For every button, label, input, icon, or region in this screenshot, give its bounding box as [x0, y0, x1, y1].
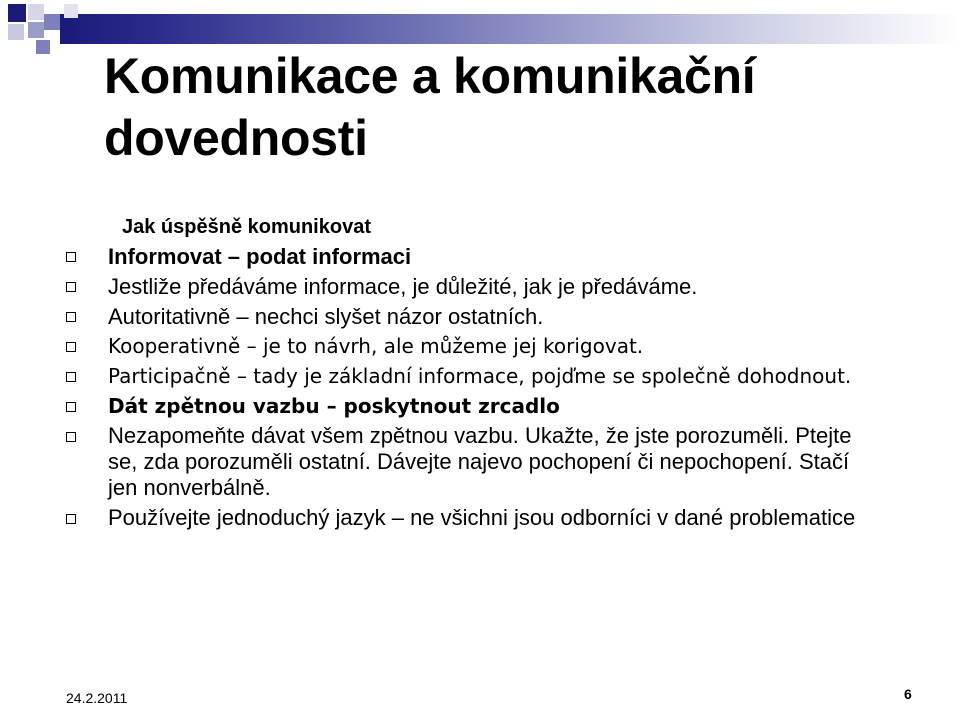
page-number: 6 — [904, 686, 912, 702]
decor-square — [64, 4, 78, 18]
list-item-text: Jestliže předáváme informace, je důležité, jak je předáváme. — [108, 274, 698, 299]
list-item-text: Kooperativně – je to návrh, ale můžeme jej korigovat. — [108, 334, 644, 358]
list-item-text: Autoritativně – nechci slyšet názor ostatních. — [108, 304, 544, 329]
list-item-text: Participačně – tady je základní informace, pojďme se společně dohodnout. — [108, 364, 852, 388]
list-item — [0, 423, 868, 501]
list-item-text: Nezapomeňte dávat všem zpětnou vazbu. Ukažte, že jste porozuměli. Ptejte se, zda porozuměli ostatní. Dávejte najevo pochopení či nepochopení. Stačí jen nonverbálně. — [108, 423, 852, 500]
list-item — [0, 363, 868, 390]
decor-square — [44, 14, 60, 30]
footer-date: 24.2.2011 — [66, 690, 128, 706]
square-bullet-icon — [66, 342, 76, 352]
list-item — [0, 505, 868, 531]
square-bullet-icon — [66, 282, 76, 292]
decor-square — [28, 4, 44, 20]
header-gradient-bar — [60, 14, 960, 44]
square-bullet-icon — [66, 252, 76, 262]
list-item — [0, 303, 868, 330]
list-item — [0, 273, 868, 300]
decor-square — [28, 22, 44, 38]
list-item — [0, 393, 868, 420]
decor-square — [36, 40, 50, 54]
list-item-text: Informovat – podat informaci — [108, 244, 412, 269]
slide-title: Komunikace a komunikační dovednosti — [104, 48, 756, 166]
slide-subtitle: Jak úspěšně komunikovat — [122, 216, 371, 238]
decor-square — [8, 24, 24, 40]
list-item-text: Dát zpětnou vazbu – poskytnout zrcadlo — [108, 394, 560, 418]
list-item — [0, 333, 868, 360]
square-bullet-icon — [66, 372, 76, 382]
decor-square — [8, 4, 26, 22]
list-item — [0, 243, 868, 270]
square-bullet-icon — [66, 402, 76, 412]
square-bullet-icon — [66, 312, 76, 322]
list-item-text: Používejte jednoduchý jazyk – ne všichni jsou odborníci v dané problematice — [108, 505, 856, 530]
square-bullet-icon — [66, 514, 76, 524]
square-bullet-icon — [66, 432, 76, 442]
bullet-list — [0, 243, 960, 534]
